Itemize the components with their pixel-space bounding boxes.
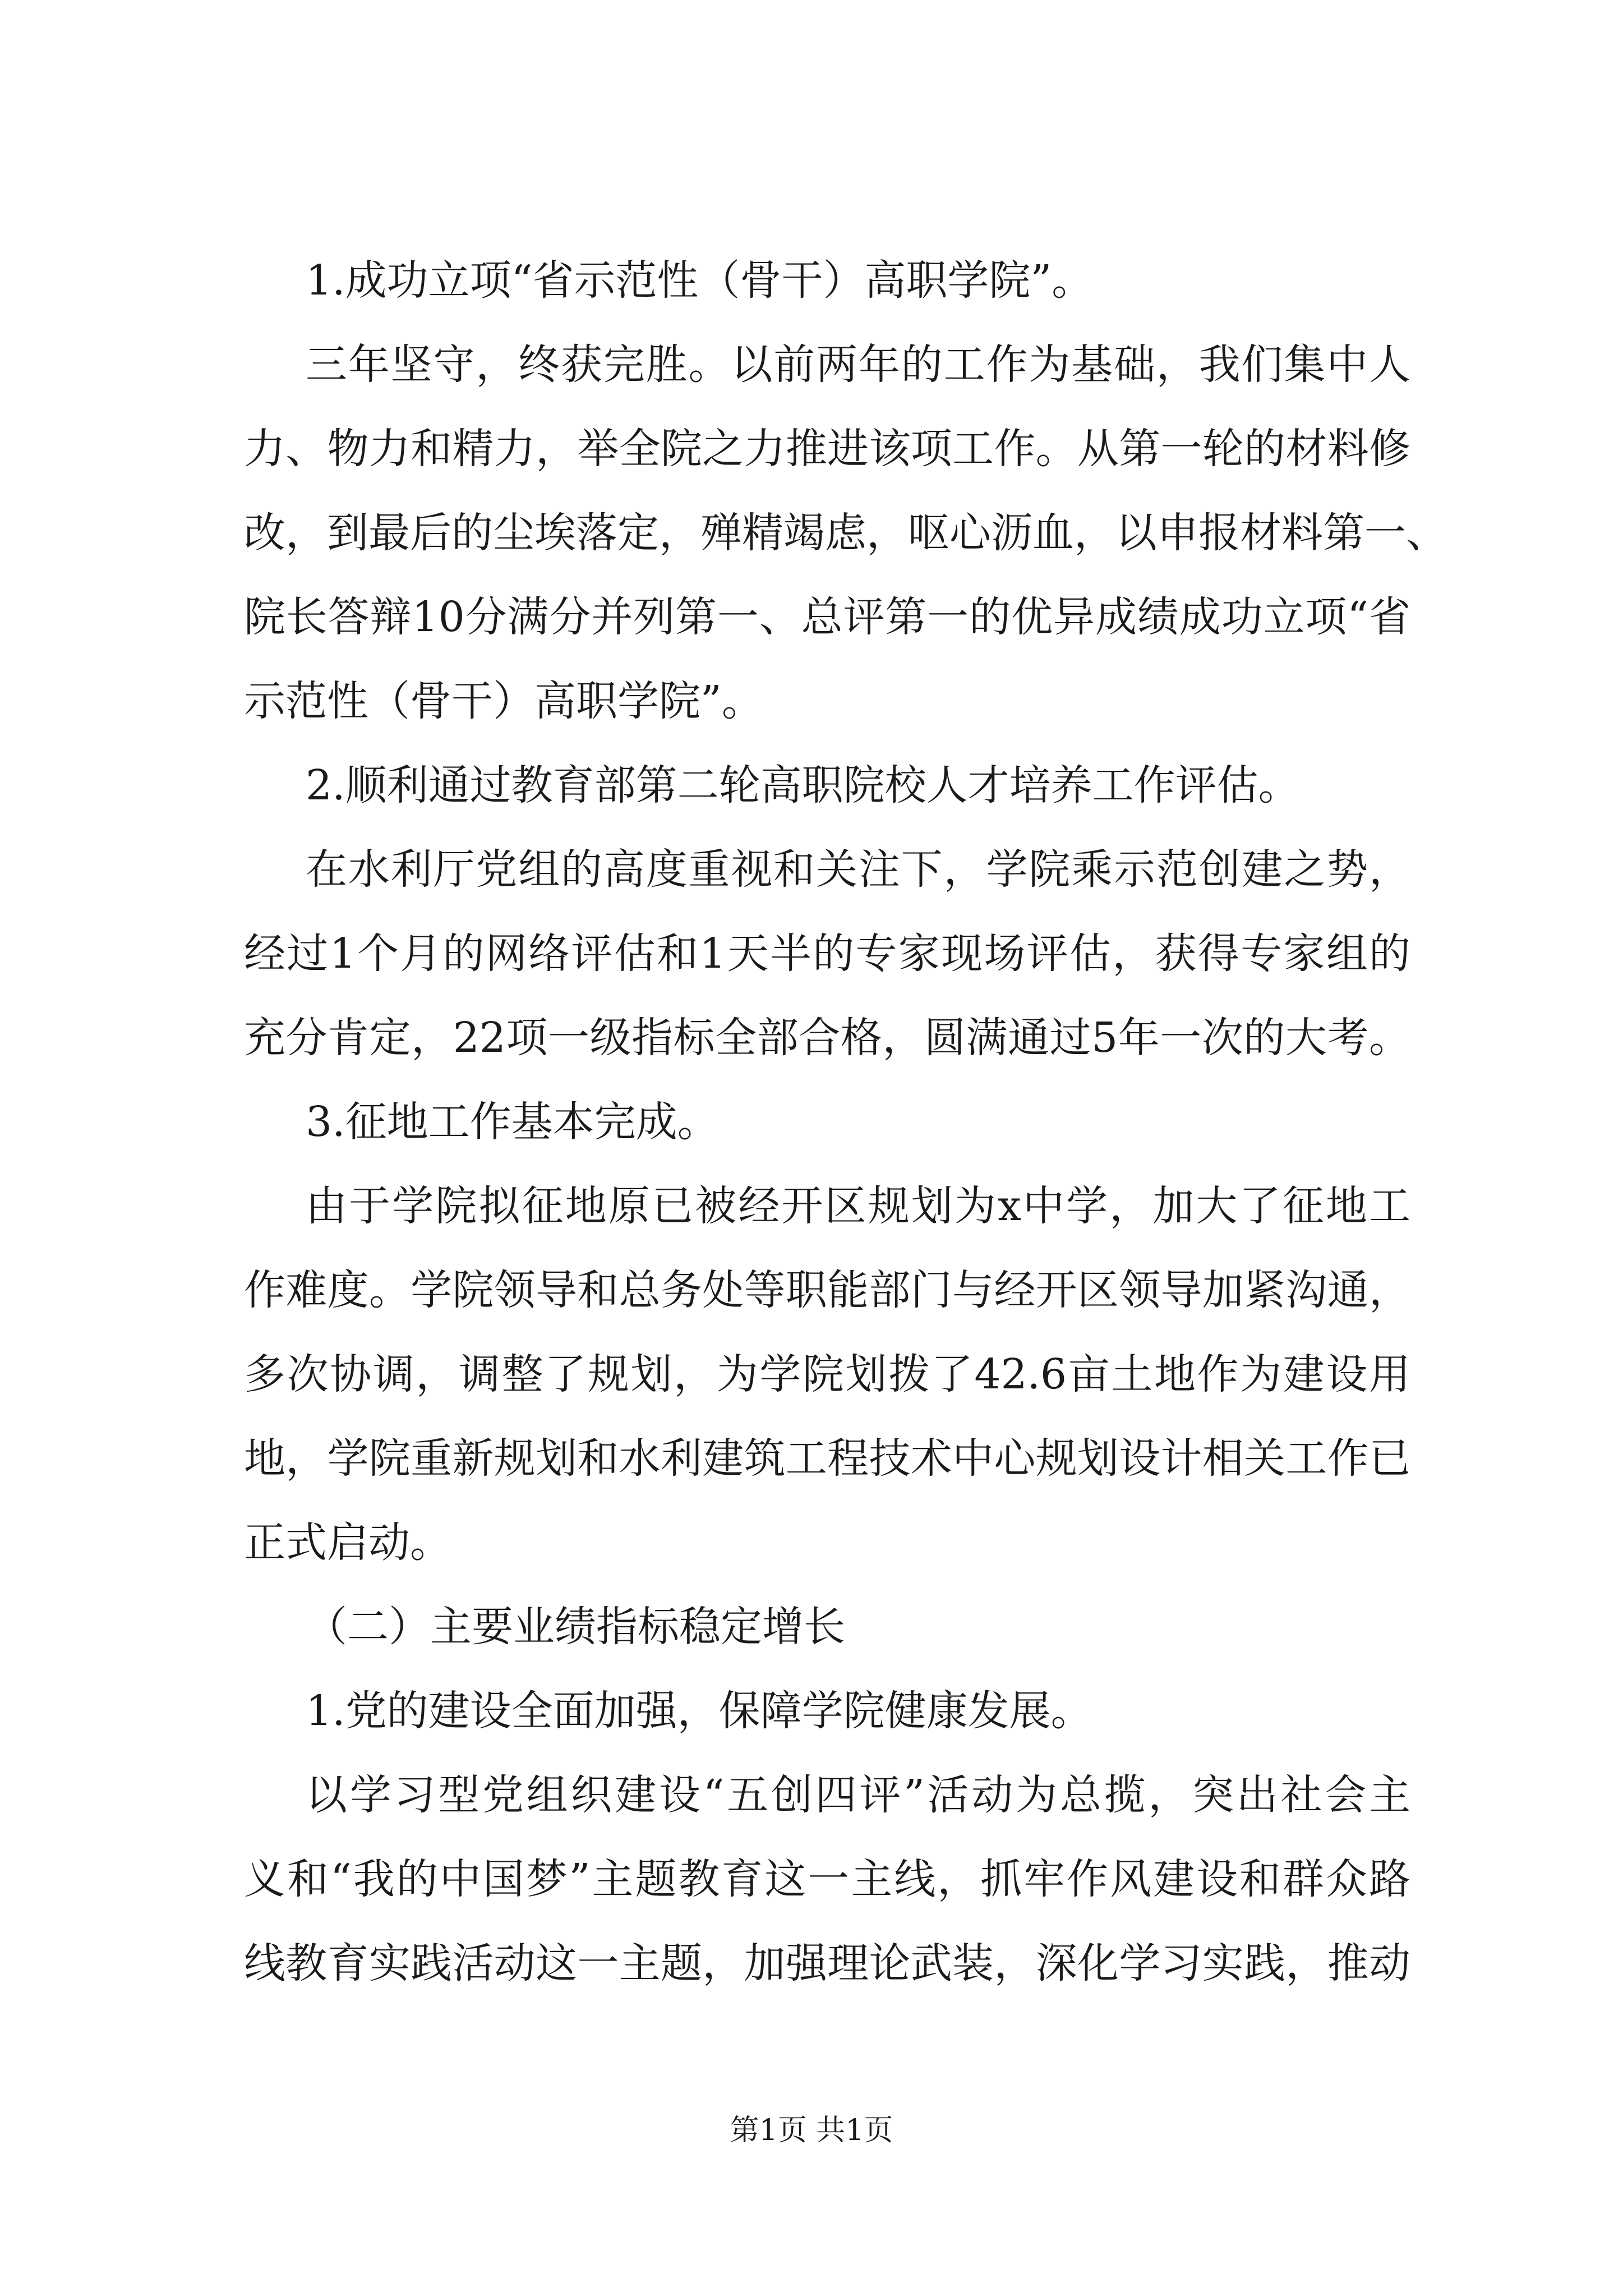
heading-1-item-1: 1.成功立项“省示范性（骨干）高职学院”。 <box>306 256 1094 305</box>
heading-1-item-2: 2.顺利通过教育部第二轮高职院校人才培养工作评估。 <box>306 761 1300 809</box>
paragraph-line: 力、物力和精力，举全院之力推进该项工作。从第一轮的材料修 <box>244 425 1410 473</box>
section-heading-2: （二）主要业绩指标稳定增长 <box>306 1603 845 1651</box>
paragraph-line: 由于学院拟征地原已被经开区规划为x中学，加大了征地工 <box>306 1182 1410 1230</box>
paragraph-line: 作难度。学院领导和总务处等职能部门与经开区领导加紧沟通， <box>244 1266 1410 1314</box>
paragraph-line: 地，学院重新规划和水利建筑工程技术中心规划设计相关工作已 <box>244 1434 1410 1483</box>
paragraph-line: 义和“我的中国梦”主题教育这一主线，抓牢作风建设和群众路 <box>244 1855 1410 1903</box>
paragraph-line: 充分肯定，22项一级指标全部合格，圆满通过5年一次的大考。 <box>244 1014 1410 1062</box>
page-number: 第1页 共1页 <box>730 2114 893 2147</box>
heading-1-item-3: 3.征地工作基本完成。 <box>306 1098 719 1146</box>
paragraph-line: 多次协调，调整了规划，为学院划拨了42.6亩土地作为建设用 <box>244 1350 1410 1398</box>
paragraph-line: 在水利厅党组的高度重视和关注下，学院乘示范创建之势， <box>306 845 1410 894</box>
paragraph-line: 示范性（骨干）高职学院”。 <box>244 677 763 725</box>
heading-2-item-1: 1.党的建设全面加强，保障学院健康发展。 <box>306 1687 1092 1735</box>
paragraph-line: 正式启动。 <box>244 1519 451 1567</box>
paragraph-line: 院长答辩10分满分并列第一、总评第一的优异成绩成功立项“省 <box>244 593 1410 641</box>
paragraph-line: 三年坚守，终获完胜。以前两年的工作为基础，我们集中人 <box>306 341 1410 389</box>
paragraph-line: 经过1个月的网络评估和1天半的专家现场评估，获得专家组的 <box>244 930 1410 978</box>
paragraph-line: 改，到最后的尘埃落定，殚精竭虑，呕心沥血，以申报材料第一、 <box>244 509 1447 557</box>
paragraph-line: 线教育实践活动这一主题，加强理论武装，深化学习实践，推动 <box>244 1939 1410 1987</box>
page-footer <box>0 2106 1623 2148</box>
paragraph-line: 以学习型党组织建设“五创四评”活动为总揽，突出社会主 <box>306 1771 1410 1819</box>
